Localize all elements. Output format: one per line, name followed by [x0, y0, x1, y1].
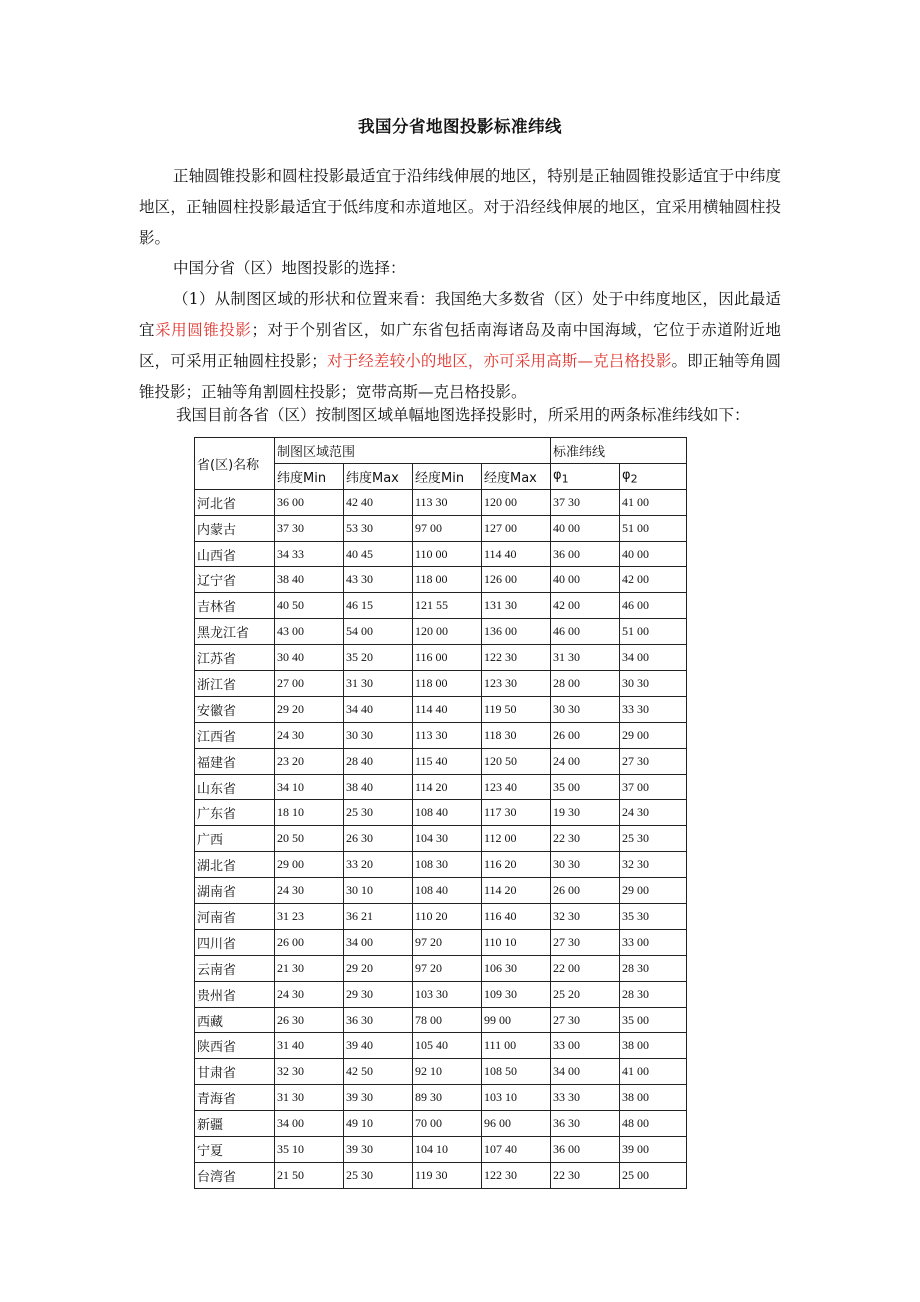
lat-min-cell: 34 33	[275, 541, 344, 567]
lat-max-cell: 42 40	[344, 489, 413, 515]
province-name-cell: 河北省	[195, 489, 275, 515]
lat-min-cell: 37 30	[275, 515, 344, 541]
table-row	[195, 748, 687, 774]
phi1-cell: 26 00	[551, 722, 620, 748]
lat-max-cell: 33 20	[344, 852, 413, 878]
phi2-cell: 42 00	[620, 567, 687, 593]
province-name-cell: 西藏	[195, 1007, 275, 1033]
lat-min-cell: 40 50	[275, 593, 344, 619]
phi1-cell: 27 30	[551, 1007, 620, 1033]
phi1-cell: 42 00	[551, 593, 620, 619]
province-name-cell: 山西省	[195, 541, 275, 567]
phi1-cell: 40 00	[551, 515, 620, 541]
lon-max-cell: 106 30	[482, 955, 551, 981]
lat-min-cell: 29 20	[275, 696, 344, 722]
header-phi2	[620, 463, 687, 489]
lat-max-cell: 36 30	[344, 1007, 413, 1033]
lon-min-cell: 119 30	[413, 1162, 482, 1188]
lat-min-cell: 26 00	[275, 929, 344, 955]
lat-min-cell: 43 00	[275, 619, 344, 645]
phi1-cell: 40 00	[551, 567, 620, 593]
phi1-cell: 24 00	[551, 748, 620, 774]
projection-table	[194, 437, 687, 1189]
page-title: 我国分省地图投影标准纬线	[358, 117, 562, 136]
lon-max-cell: 123 30	[482, 671, 551, 697]
province-name-cell: 云南省	[195, 955, 275, 981]
lat-min-cell: 24 30	[275, 981, 344, 1007]
lat-max-cell: 25 30	[344, 1162, 413, 1188]
lon-min-cell: 92 10	[413, 1059, 482, 1085]
phi2-cell: 38 00	[620, 1085, 687, 1111]
table-row	[195, 852, 687, 878]
highlight-gauss-kruger: 对于经差较小的地区，亦可采用高斯—克吕格投影	[326, 352, 672, 370]
table-row	[195, 800, 687, 826]
lat-max-cell: 28 40	[344, 748, 413, 774]
province-name-cell: 湖北省	[195, 852, 275, 878]
lat-min-cell: 34 00	[275, 1111, 344, 1137]
header-standard-parallels: 标准纬线	[551, 438, 687, 464]
phi2-cell: 25 00	[620, 1162, 687, 1188]
lat-max-cell: 26 30	[344, 826, 413, 852]
lon-min-cell: 108 40	[413, 878, 482, 904]
lon-min-cell: 120 00	[413, 619, 482, 645]
phi2-cell: 34 00	[620, 645, 687, 671]
phi2-cell: 41 00	[620, 489, 687, 515]
province-name-cell: 福建省	[195, 748, 275, 774]
lon-min-cell: 103 30	[413, 981, 482, 1007]
province-name-cell: 黑龙江省	[195, 619, 275, 645]
lon-max-cell: 111 00	[482, 1033, 551, 1059]
lon-max-cell: 107 40	[482, 1137, 551, 1163]
lat-max-cell: 39 30	[344, 1085, 413, 1111]
phi1-cell: 26 00	[551, 878, 620, 904]
phi2-cell: 38 00	[620, 1033, 687, 1059]
phi1-cell: 22 30	[551, 1162, 620, 1188]
lat-max-cell: 43 30	[344, 567, 413, 593]
lon-min-cell: 121 55	[413, 593, 482, 619]
phi1-cell: 34 00	[551, 1059, 620, 1085]
text-part-3: 。即正轴等角圆锥投影；正轴等角割圆柱投影；宽带高斯—克吕格投影。	[139, 352, 781, 401]
lon-min-cell: 104 30	[413, 826, 482, 852]
lat-min-cell: 32 30	[275, 1059, 344, 1085]
lon-max-cell: 114 20	[482, 878, 551, 904]
lat-max-cell: 42 50	[344, 1059, 413, 1085]
header-region-range: 制图区域范围	[275, 438, 551, 464]
lat-max-cell: 30 10	[344, 878, 413, 904]
lat-max-cell: 36 21	[344, 904, 413, 930]
lon-min-cell: 108 30	[413, 852, 482, 878]
phi1-cell: 28 00	[551, 671, 620, 697]
phi1-cell: 22 30	[551, 826, 620, 852]
table-row	[195, 593, 687, 619]
lat-min-cell: 31 23	[275, 904, 344, 930]
table-row	[195, 541, 687, 567]
province-name-cell: 江苏省	[195, 645, 275, 671]
phi1-cell: 19 30	[551, 800, 620, 826]
header-phi1	[551, 463, 620, 489]
province-name-cell: 山东省	[195, 774, 275, 800]
table-row	[195, 904, 687, 930]
lon-max-cell: 108 50	[482, 1059, 551, 1085]
province-name-cell: 青海省	[195, 1085, 275, 1111]
lon-min-cell: 97 00	[413, 515, 482, 541]
lon-max-cell: 136 00	[482, 619, 551, 645]
lat-max-cell: 49 10	[344, 1111, 413, 1137]
lat-min-cell: 18 10	[275, 800, 344, 826]
phi2-cell: 24 30	[620, 800, 687, 826]
lon-max-cell: 127 00	[482, 515, 551, 541]
lon-min-cell: 108 40	[413, 800, 482, 826]
lon-min-cell: 78 00	[413, 1007, 482, 1033]
lat-min-cell: 24 30	[275, 878, 344, 904]
phi2-cell: 48 00	[620, 1111, 687, 1137]
table-intro: 我国目前各省（区）按制图区域单幅地图选择投影时，所采用的两条标准纬线如下：	[176, 406, 750, 424]
lat-max-cell: 25 30	[344, 800, 413, 826]
phi2-cell: 35 30	[620, 904, 687, 930]
phi1-cell: 32 30	[551, 904, 620, 930]
table-row	[195, 878, 687, 904]
lat-min-cell: 24 30	[275, 722, 344, 748]
lon-min-cell: 70 00	[413, 1111, 482, 1137]
lat-max-cell: 38 40	[344, 774, 413, 800]
phi1-cell: 37 30	[551, 489, 620, 515]
highlight-conic: 采用圆锥投影	[155, 321, 252, 339]
lon-min-cell: 110 00	[413, 541, 482, 567]
phi2-cell: 33 00	[620, 929, 687, 955]
province-name-cell: 陕西省	[195, 1033, 275, 1059]
lat-max-cell: 31 30	[344, 671, 413, 697]
table-row	[195, 1111, 687, 1137]
lon-max-cell: 120 00	[482, 489, 551, 515]
lon-max-cell: 99 00	[482, 1007, 551, 1033]
table-row	[195, 1033, 687, 1059]
lat-min-cell: 21 50	[275, 1162, 344, 1188]
lat-min-cell: 20 50	[275, 826, 344, 852]
lon-min-cell: 116 00	[413, 645, 482, 671]
province-name-cell: 宁夏	[195, 1137, 275, 1163]
phi1-cell: 36 30	[551, 1111, 620, 1137]
lon-max-cell: 119 50	[482, 696, 551, 722]
header-lat-max: 纬度Max	[344, 463, 413, 489]
lat-max-cell: 35 20	[344, 645, 413, 671]
lat-max-cell: 34 40	[344, 696, 413, 722]
phi2-cell: 46 00	[620, 593, 687, 619]
lon-min-cell: 118 00	[413, 567, 482, 593]
lon-min-cell: 113 30	[413, 489, 482, 515]
lon-min-cell: 97 20	[413, 929, 482, 955]
province-name-cell: 安徽省	[195, 696, 275, 722]
province-name-cell: 吉林省	[195, 593, 275, 619]
phi1-cell: 35 00	[551, 774, 620, 800]
phi2-cell: 27 30	[620, 748, 687, 774]
lat-max-cell: 34 00	[344, 929, 413, 955]
lon-max-cell: 126 00	[482, 567, 551, 593]
phi2-cell: 29 00	[620, 878, 687, 904]
phi1-cell: 30 30	[551, 696, 620, 722]
lat-min-cell: 30 40	[275, 645, 344, 671]
text-part-2: ；对于个别省区，如广东省包括南海诸岛及南中国海域，它位于赤道附近地区，可采用正轴圆柱投影；	[139, 321, 781, 370]
lat-max-cell: 39 40	[344, 1033, 413, 1059]
province-name-cell: 内蒙古	[195, 515, 275, 541]
phi1-cell: 25 20	[551, 981, 620, 1007]
header-row-1	[195, 438, 687, 464]
province-name-cell: 广西	[195, 826, 275, 852]
table-row	[195, 981, 687, 1007]
phi1-cell: 36 00	[551, 541, 620, 567]
table-row	[195, 722, 687, 748]
lon-max-cell: 118 30	[482, 722, 551, 748]
lat-min-cell: 31 30	[275, 1085, 344, 1111]
phi1-cell: 46 00	[551, 619, 620, 645]
table-row	[195, 1162, 687, 1188]
table-row	[195, 567, 687, 593]
lon-max-cell: 116 20	[482, 852, 551, 878]
lon-min-cell: 89 30	[413, 1085, 482, 1111]
lat-min-cell: 38 40	[275, 567, 344, 593]
lon-min-cell: 105 40	[413, 1033, 482, 1059]
province-name-cell: 辽宁省	[195, 567, 275, 593]
phi2-cell: 25 30	[620, 826, 687, 852]
lon-min-cell: 110 20	[413, 904, 482, 930]
lat-max-cell: 54 00	[344, 619, 413, 645]
lat-min-cell: 36 00	[275, 489, 344, 515]
lon-max-cell: 103 10	[482, 1085, 551, 1111]
lat-max-cell: 30 30	[344, 722, 413, 748]
lat-min-cell: 29 00	[275, 852, 344, 878]
header-lon-max: 经度Max	[482, 463, 551, 489]
lat-min-cell: 27 00	[275, 671, 344, 697]
table-row	[195, 1085, 687, 1111]
province-name-cell: 甘肃省	[195, 1059, 275, 1085]
table-row	[195, 489, 687, 515]
lon-min-cell: 104 10	[413, 1137, 482, 1163]
lat-max-cell: 39 30	[344, 1137, 413, 1163]
lon-min-cell: 97 20	[413, 955, 482, 981]
province-name-cell: 湖南省	[195, 878, 275, 904]
lon-max-cell: 110 10	[482, 929, 551, 955]
phi2-cell: 39 00	[620, 1137, 687, 1163]
lon-max-cell: 112 00	[482, 826, 551, 852]
intro-paragraph: 正轴圆锥投影和圆柱投影最适宜于沿纬线伸展的地区，特别是正轴圆锥投影适宜于中纬度地区，正轴圆柱投影最适宜于低纬度和赤道地区。对于沿经线伸展的地区，宜采用横轴圆柱投影。	[139, 167, 781, 247]
table-row	[195, 929, 687, 955]
phi1-cell: 33 30	[551, 1085, 620, 1111]
phi-symbol: φ	[622, 467, 631, 483]
table-row	[195, 671, 687, 697]
table-row	[195, 1137, 687, 1163]
phi-symbol: φ	[553, 467, 562, 483]
phi2-cell: 41 00	[620, 1059, 687, 1085]
lat-min-cell: 34 10	[275, 774, 344, 800]
province-name-cell: 贵州省	[195, 981, 275, 1007]
phi2-cell: 33 30	[620, 696, 687, 722]
table-row	[195, 1007, 687, 1033]
province-name-cell: 江西省	[195, 722, 275, 748]
table-row	[195, 515, 687, 541]
table-row	[195, 955, 687, 981]
lat-min-cell: 35 10	[275, 1137, 344, 1163]
phi1-cell: 27 30	[551, 929, 620, 955]
province-name-cell: 四川省	[195, 929, 275, 955]
lon-max-cell: 109 30	[482, 981, 551, 1007]
phi1-subscript: 1	[561, 472, 569, 486]
table-row	[195, 826, 687, 852]
phi2-cell: 37 00	[620, 774, 687, 800]
lon-max-cell: 123 40	[482, 774, 551, 800]
lat-min-cell: 26 30	[275, 1007, 344, 1033]
table-row	[195, 619, 687, 645]
lat-max-cell: 40 45	[344, 541, 413, 567]
phi1-cell: 30 30	[551, 852, 620, 878]
lon-max-cell: 131 30	[482, 593, 551, 619]
province-name-cell: 浙江省	[195, 671, 275, 697]
phi1-cell: 22 00	[551, 955, 620, 981]
table-row	[195, 1059, 687, 1085]
phi2-cell: 32 30	[620, 852, 687, 878]
phi2-cell: 51 00	[620, 515, 687, 541]
header-lat-min: 纬度Min	[275, 463, 344, 489]
lat-max-cell: 29 20	[344, 955, 413, 981]
lon-min-cell: 115 40	[413, 748, 482, 774]
lat-min-cell: 21 30	[275, 955, 344, 981]
lon-max-cell: 116 40	[482, 904, 551, 930]
phi2-cell: 28 30	[620, 955, 687, 981]
lon-min-cell: 114 40	[413, 696, 482, 722]
lon-min-cell: 113 30	[413, 722, 482, 748]
phi2-cell: 51 00	[620, 619, 687, 645]
province-name-cell: 河南省	[195, 904, 275, 930]
table-row	[195, 645, 687, 671]
lat-max-cell: 53 30	[344, 515, 413, 541]
phi2-cell: 28 30	[620, 981, 687, 1007]
phi2-cell: 30 30	[620, 671, 687, 697]
lon-max-cell: 96 00	[482, 1111, 551, 1137]
header-province-name: 省(区)名称	[195, 438, 275, 490]
lat-max-cell: 46 15	[344, 593, 413, 619]
lon-min-cell: 114 20	[413, 774, 482, 800]
table-row	[195, 774, 687, 800]
lon-max-cell: 117 30	[482, 800, 551, 826]
table-row	[195, 696, 687, 722]
province-name-cell: 新疆	[195, 1111, 275, 1137]
lon-max-cell: 122 30	[482, 1162, 551, 1188]
header-lon-min: 经度Min	[413, 463, 482, 489]
text-part-1: （1）从制图区域的形状和位置来看：我国绝大多数省（区）处于中纬度地区，因此最适宜	[139, 290, 781, 339]
phi2-cell: 40 00	[620, 541, 687, 567]
phi2-subscript: 2	[630, 472, 638, 486]
phi1-cell: 33 00	[551, 1033, 620, 1059]
lon-max-cell: 120 50	[482, 748, 551, 774]
phi1-cell: 31 30	[551, 645, 620, 671]
phi1-cell: 36 00	[551, 1137, 620, 1163]
phi2-cell: 35 00	[620, 1007, 687, 1033]
lon-max-cell: 114 40	[482, 541, 551, 567]
lat-min-cell: 31 40	[275, 1033, 344, 1059]
lon-min-cell: 118 00	[413, 671, 482, 697]
phi2-cell: 29 00	[620, 722, 687, 748]
selection-paragraph	[139, 284, 781, 408]
lon-max-cell: 122 30	[482, 645, 551, 671]
province-name-cell: 广东省	[195, 800, 275, 826]
lat-max-cell: 29 30	[344, 981, 413, 1007]
section-heading: 中国分省（区）地图投影的选择：	[173, 259, 406, 277]
lat-min-cell: 23 20	[275, 748, 344, 774]
province-name-cell: 台湾省	[195, 1162, 275, 1188]
